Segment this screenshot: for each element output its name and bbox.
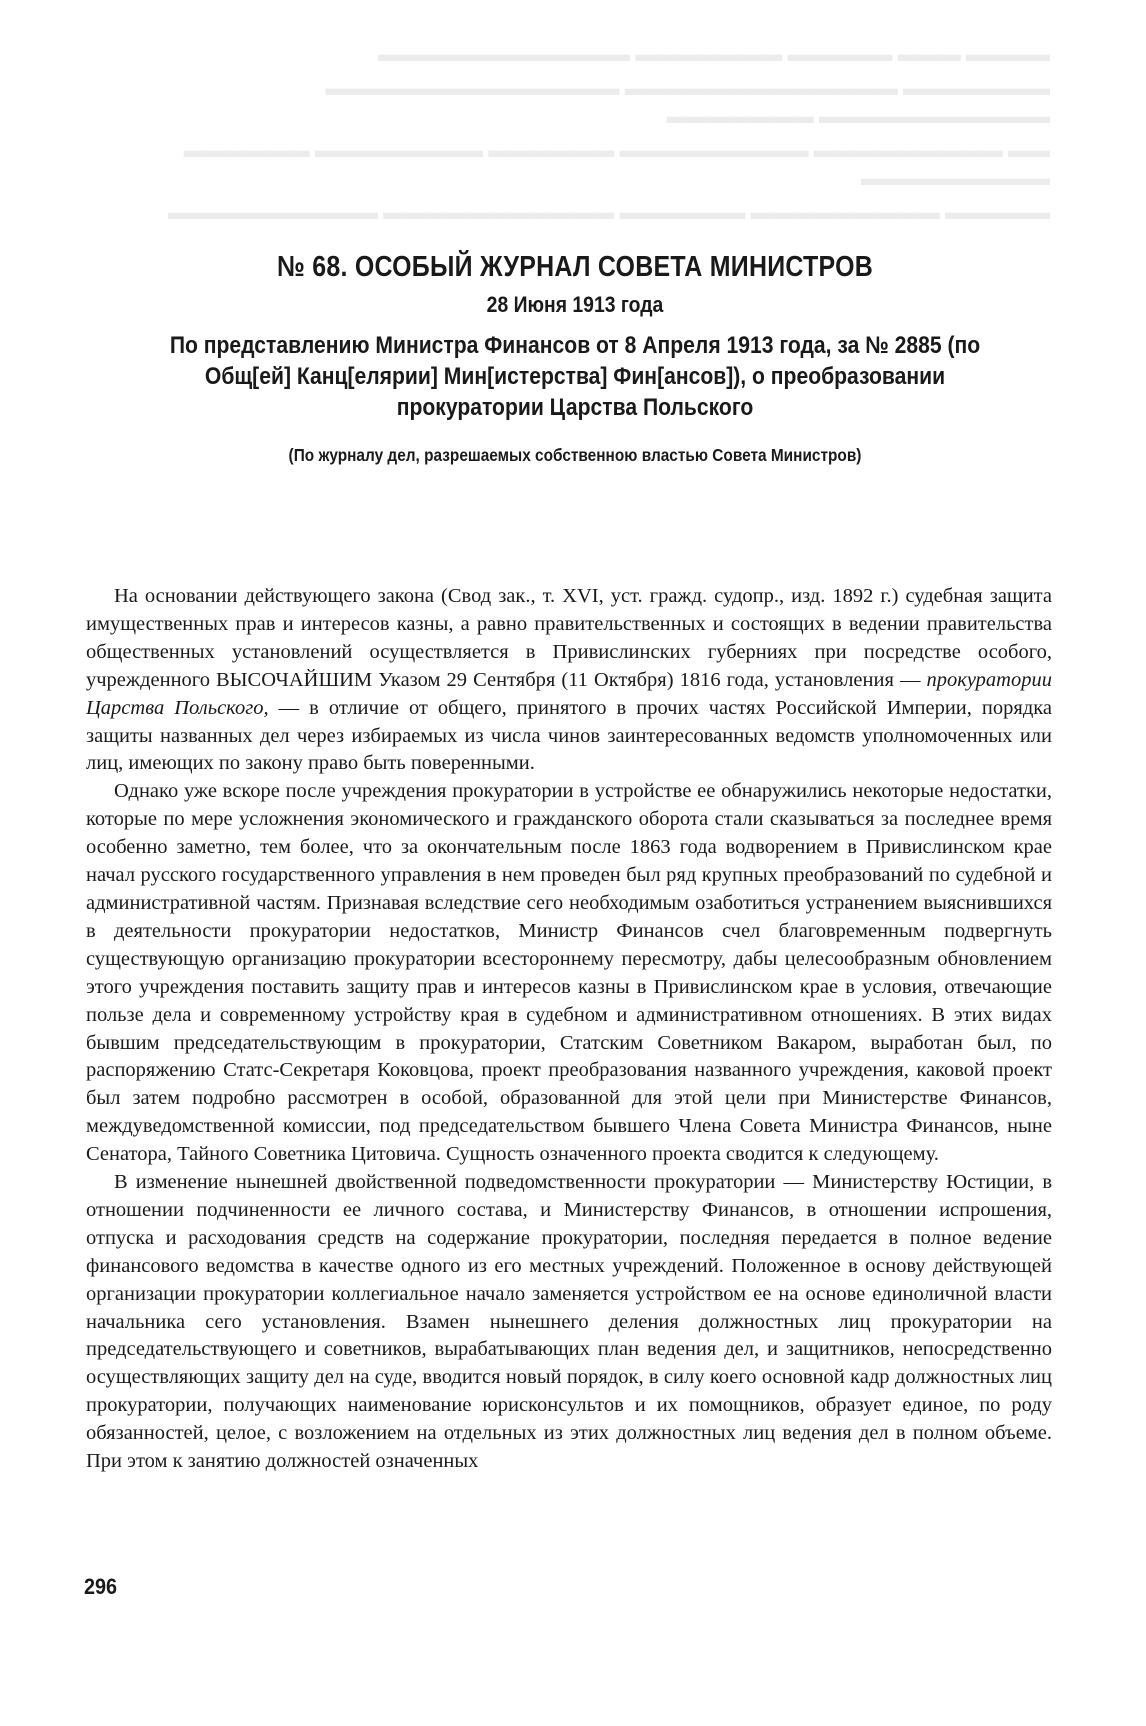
paragraph-2: Однако уже вскоре после учреждения прокуратории в устройстве ее обнаружились некоторые недостатки, которые по мере усложнения экономического и гражданского оборота стали сказываться за последнее время особенно заметно, тем более, что за окончательным после 1863 года водворением в Привислинском крае начал русского государственного управления в нем проведен был ряд крупных преобразований по судебной и административной частям. Признавая вследствие сего необходимым озаботиться устранением выяснившихся в деятельности прокуратории недостатков, Министр Финансов счел благовременным подвергнуть существующую организацию прокуратории всестороннему пересмотру, дабы целесообразным обновлением этого учреждения поставить защиту прав и интересов казны в Привислинском крае в условия, отвечающие пользе дела и современному устройству края в судебном и административном отношениях. В этих видах бывшим председательствующим в прокуратории, Статским Советником Вакаром, выработан был, по распоряжению Статс-Секретаря Коковцова, проект преобразования названного учреждения, каковой проект был затем подробно рассмотрен в особой, образованной для этой цели при Министерстве Финансов, междуведомственной комиссии, под председательством бывшего Члена Совета Министра Финансов, ныне Сенатора, Тайного Советника Цитовича. Сущность означенного проекта сводится к следующему. [86,780,1052,1166]
paragraph-1-start: На основании действующего закона (Свод зак., т. XVI, уст. гражд. судопр., изд. 1892 г.) судебная защита имущественных прав и интересов казны, а равно правительственных и состоящих в ведении правительства общественных установлений осуществляется в Привислинских губерниях при посредстве особого, учрежденного ВЫСОЧАЙШИМ Указом 29 Сентября (11 Октября) 1816 года, установления — [86,585,1052,691]
document-note: (По журналу дел, разрешаемых собственною властью Совета Министров) [288,445,862,465]
paragraph-3: В изменение нынешней двойственной подведомственности прокуратории — Министерству Юстиции, в отношении подчиненности ее личного состава, и Министерству Финансов, в отношении испрошения, отпуска и расходования средств на содержание прокуратории, последняя передается в полное ведение финансового ведомства в качестве одного из его местных учреждений. Положенное в основу действующей организации прокуратории коллегиальное начало заменяется устройством ее на основе единоличной власти начальника сего установления. Взамен нынешнего деления должностных лиц прокуратории на председательствующего и советников, вырабатывающих план ведения дел, и защитников, непосредственно осуществляющих защиту дел на суде, вводится новый порядок, в силу коего основной кадр должностных лиц прокуратории, получающих наименование юрисконсультов и их помощников, образует единое, по роду обязанностей, целое, с возложением на отдельных из этих должностных лиц ведения дел в полном объеме. При этом к занятию должностей означенных [86,1171,1052,1473]
document-subject: По представлению Министра Финансов от 8 Апреля 1913 года, за № 2885 (по Общ[ей] Канц[елярии] Мин[истерства] Фин[ансов]), о преобразовании прокуратории Царства Польского [169,332,981,421]
page-number: 296 [84,1574,118,1599]
paragraph-1-italic: прокуратории Царства Польского, [86,668,1052,719]
document-title: № 68. ОСОБЫЙ ЖУРНАЛ СОВЕТА МИНИСТРОВ [276,251,874,283]
paragraph-1-end: — в отличие от общего, принятого в прочих частях Российской Империи, порядка защиты названных дел через избираемых из числа чинов заинтересованных ведомств уполномоченных или лиц, имеющих по закону право быть поверенными. [86,696,1053,775]
bleed-through-texture: ▬▬▬▬ ▬▬▬ ▬▬▬▬▬ ▬▬▬▬▬▬▬ ▬▬▬▬▬▬▬▬▬▬▬▬ ▬▬▬▬▬▬▬ ▬▬▬▬▬▬▬▬▬▬▬▬▬ ▬▬▬▬▬▬▬▬▬▬▬▬▬▬ ▬▬▬▬▬▬▬▬▬▬▬ ▬▬▬▬▬▬▬ ▬▬ ▬▬▬▬▬▬▬▬▬ ▬▬▬▬▬▬▬▬▬ ▬▬▬▬▬▬ ▬▬▬▬▬▬▬▬ ▬▬▬▬▬▬ ▬▬▬▬▬▬▬▬▬ ▬▬▬▬▬ ▬▬▬▬▬▬▬▬▬ ▬▬▬▬▬▬ ▬▬▬▬▬▬▬▬▬▬▬ ▬▬▬▬▬▬▬▬▬▬ [168,42,1050,224]
document-date: 28 Июня 1913 года [486,292,664,317]
paragraph-1 [86,583,1052,778]
document-body [86,583,1052,1476]
document-header [95,248,1055,467]
